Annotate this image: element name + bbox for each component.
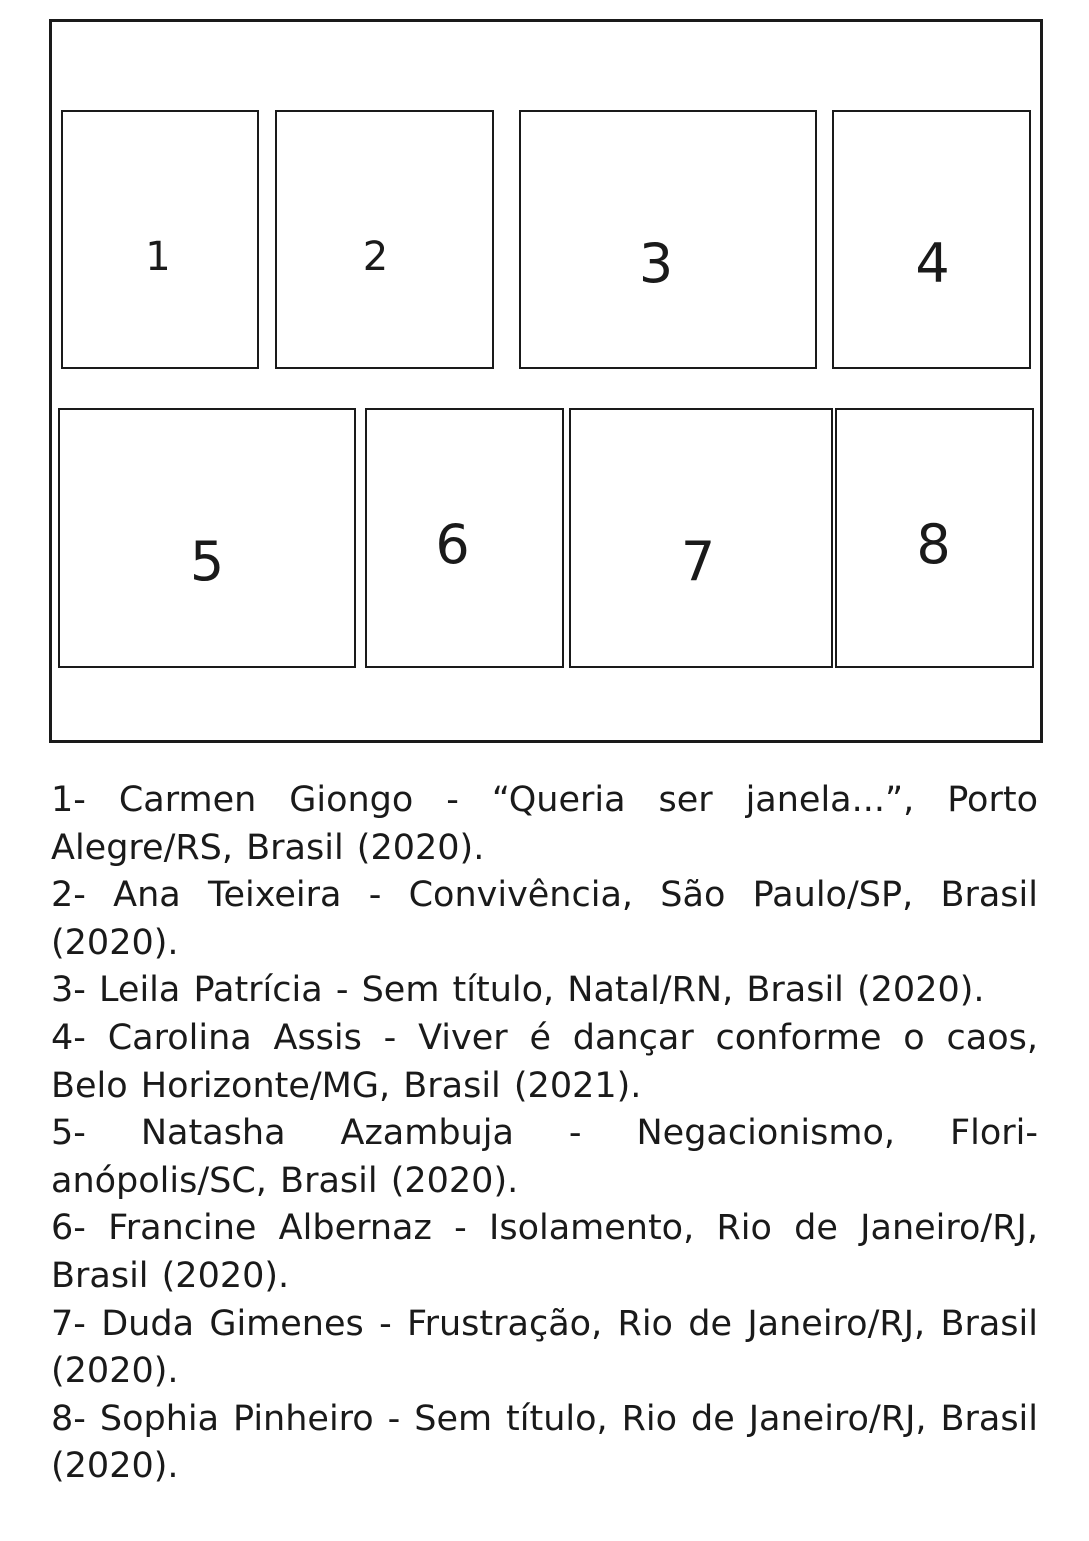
panel-1: [61, 110, 259, 369]
panel-6: [365, 408, 564, 668]
caption-4: 4- Carolina Assis - Viver é dançar conforme o caos, Belo Horizonte/MG, Brasil (2021).: [51, 1017, 1038, 1106]
panel-number: 3: [638, 231, 674, 295]
caption-5: 5- Natasha Azambuja - Negacionismo, Flori-anópolis/SC, Brasil (2020).: [51, 1113, 1038, 1201]
panel-number: 6: [435, 513, 470, 576]
panel-number: 4: [915, 231, 950, 295]
caption-3: 3- Leila Patrícia - Sem título, Natal/RN, Brasil (2020).: [51, 970, 985, 1011]
panel-number: 5: [189, 530, 225, 593]
panel-4: [832, 110, 1031, 369]
caption-6: 6- Francine Albernaz - Isolamento, Rio de Janeiro/RJ, Brasil (2020).: [51, 1208, 1038, 1296]
panel-number: 7: [680, 530, 716, 593]
panel-number: 2: [362, 233, 389, 280]
caption-8: 8- Sophia Pinheiro - Sem título, Rio de Janeiro/RJ, Brasil (2020).: [51, 1398, 1038, 1487]
panel-7: [569, 408, 833, 668]
caption-list: [51, 777, 1038, 1491]
panel-number: 1: [145, 233, 171, 280]
panel-8: [835, 408, 1034, 668]
panel-5: [58, 408, 356, 668]
panel-3: [519, 110, 817, 369]
caption-1: 1- Carmen Giongo - “Queria ser janela...”, Porto Alegre/RS, Brasil (2020).: [51, 780, 1038, 868]
caption-2: 2- Ana Teixeira - Convivência, São Paulo/SP, Brasil (2020).: [51, 875, 1038, 963]
caption-7: 7- Duda Gimenes - Frustração, Rio de Janeiro/RJ, Brasil (2020).: [51, 1303, 1038, 1392]
panel-2: [275, 110, 494, 369]
panel-number: 8: [916, 513, 951, 576]
